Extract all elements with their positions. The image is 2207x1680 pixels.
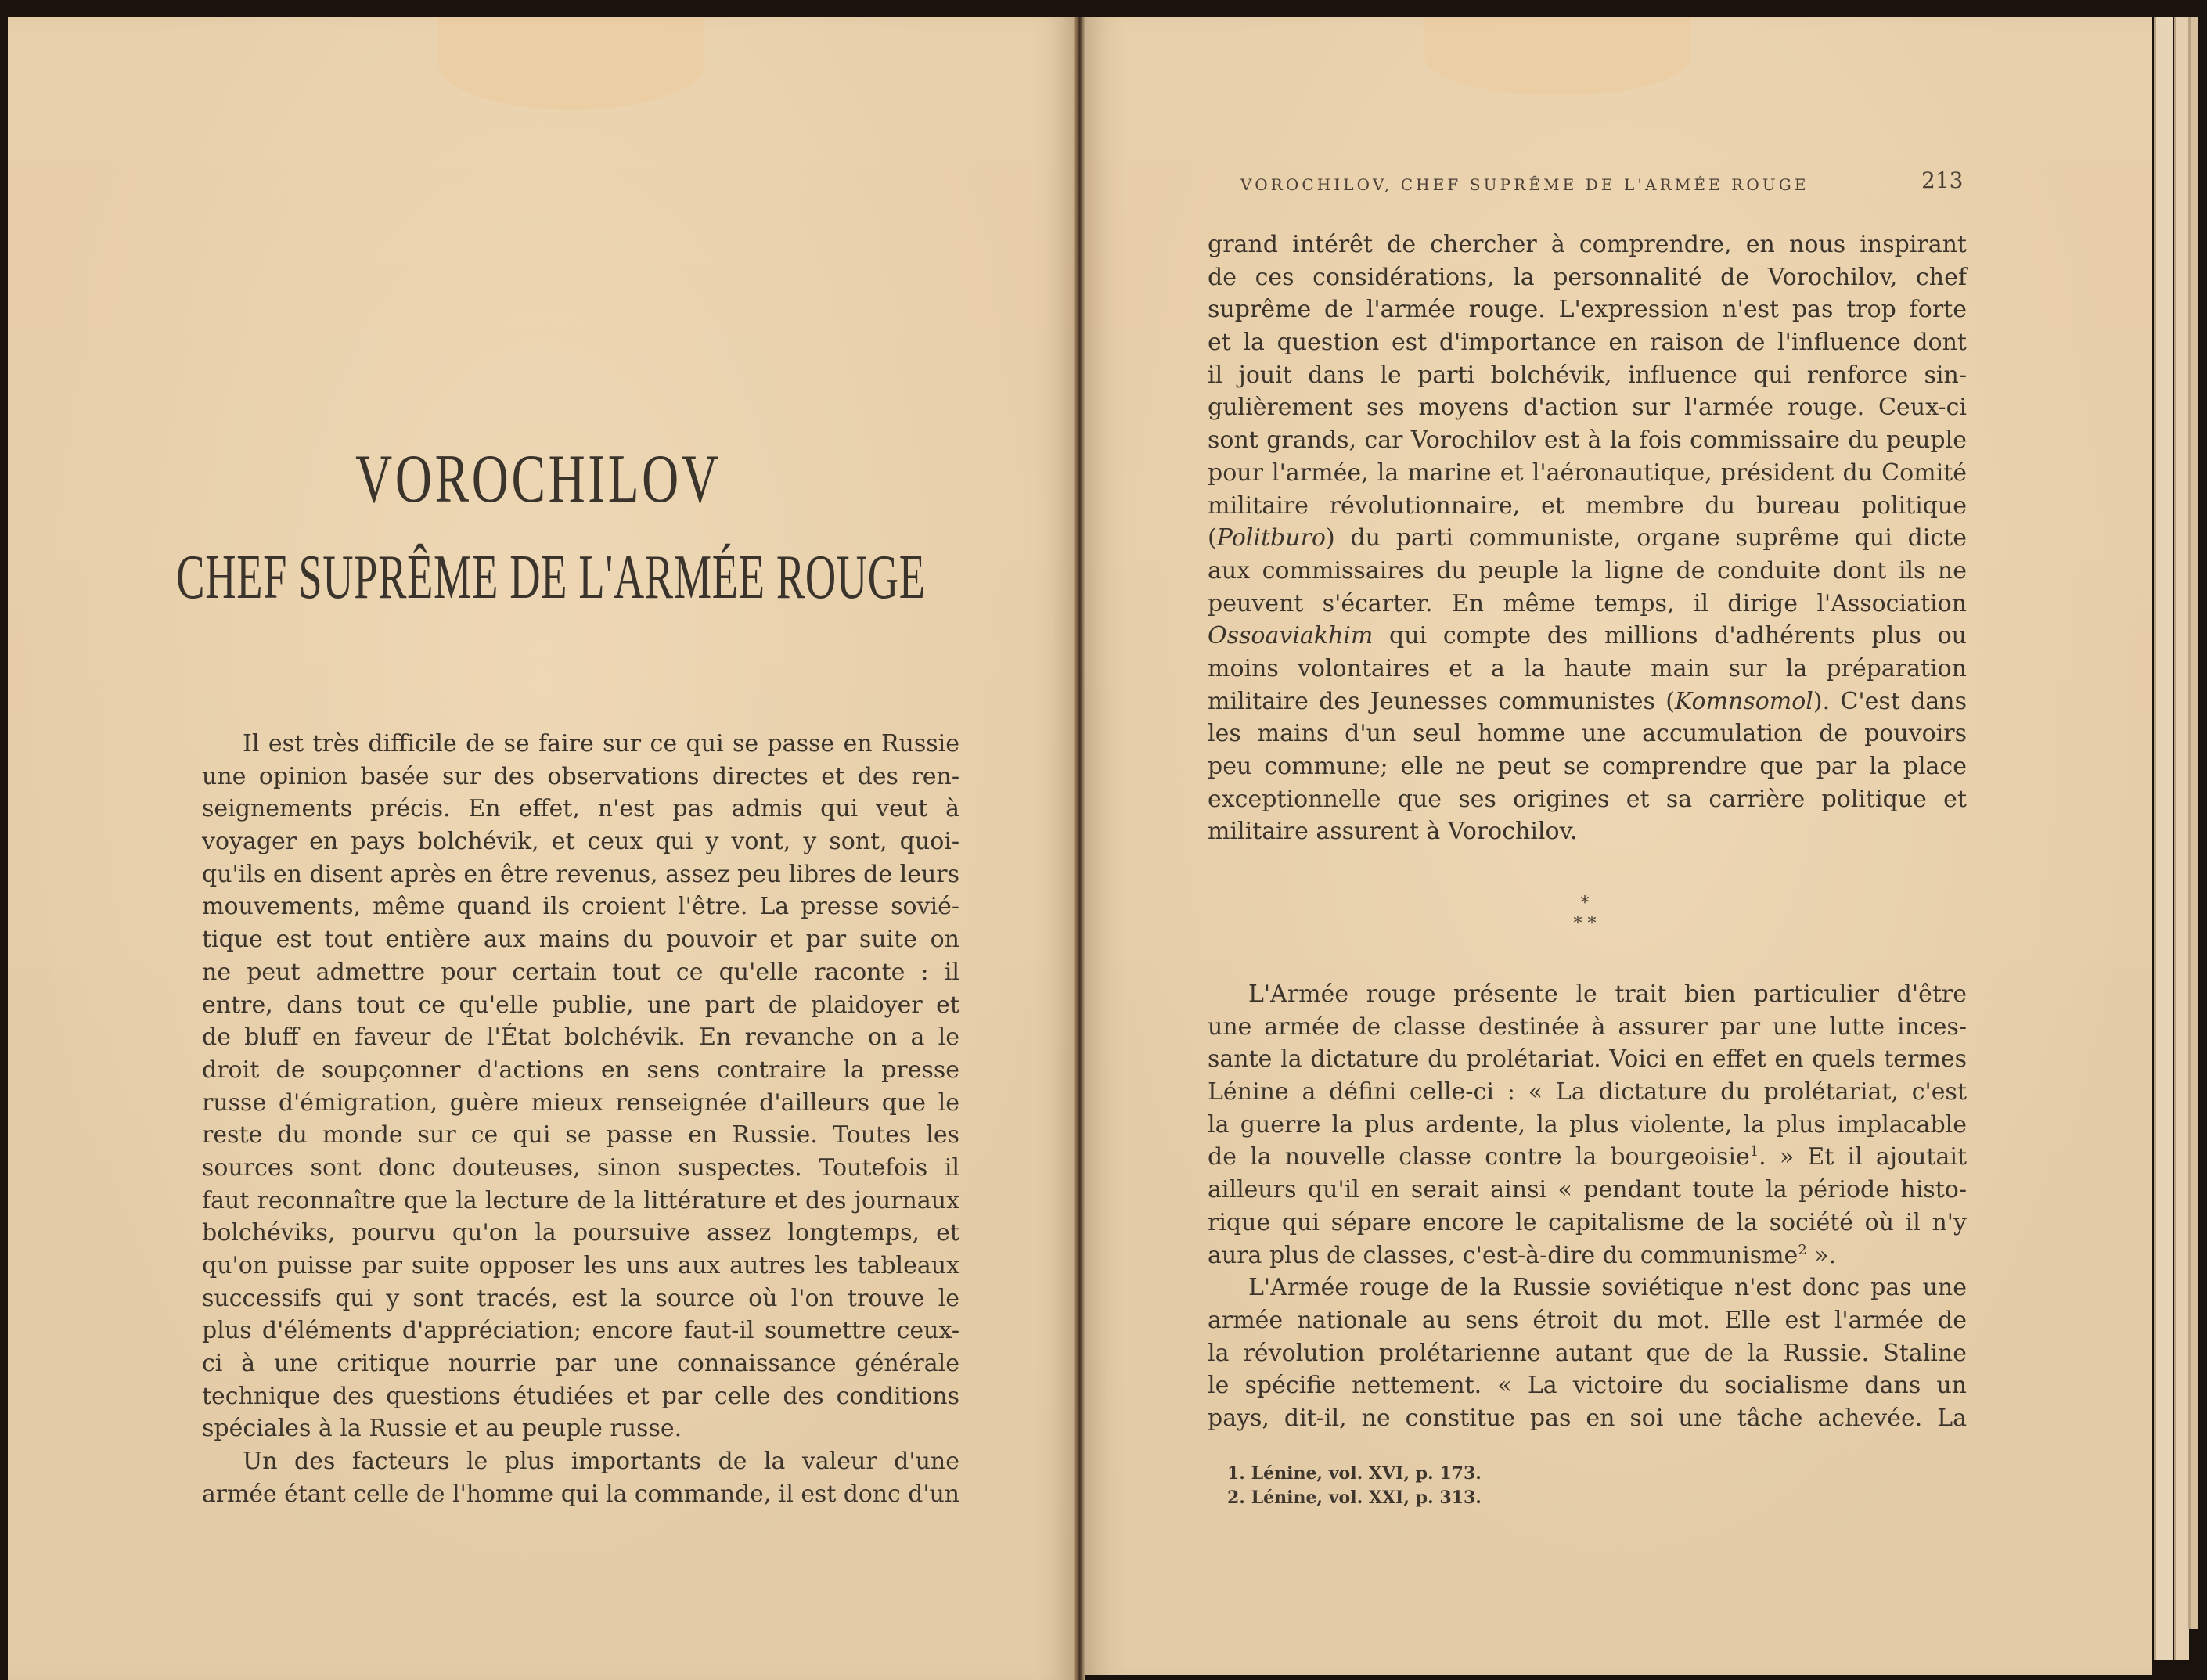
footnote-ref: 2 xyxy=(1798,1241,1807,1258)
text-line-content: la guerre la plus ardente, la plus violente, la plus implacable xyxy=(1208,1110,1967,1139)
text-line-content xyxy=(1208,522,1967,555)
text-line-content: suprême de l'armée rouge. L'expression n'est pas trop forte xyxy=(1208,296,1967,324)
text-line-content: une armée de classe destinée à assurer par une lutte inces- xyxy=(1208,1013,1967,1041)
chapter-title-wrap xyxy=(0,441,1076,519)
text-line-content: reste du monde sur ce qui se passe en Russie. Toutes les xyxy=(202,1121,959,1149)
chapter-title: VOROCHILOV xyxy=(355,441,722,517)
text-line xyxy=(1208,424,1967,457)
text-line xyxy=(1208,1337,1967,1370)
text-line-content: militaire révolutionnaire, et membre du bureau politique xyxy=(1208,491,1967,520)
left-page-body xyxy=(202,728,959,1511)
text-line xyxy=(202,890,959,923)
text-line-content: gulièrement ses moyens d'action sur l'armée rouge. Ceux-ci xyxy=(1208,394,1967,422)
text-line-content: moins volontaires et a la haute main sur la préparation xyxy=(1208,654,1967,682)
running-head: VOROCHILOV, CHEF SUPRÊME DE L'ARMÉE ROUGE xyxy=(1240,175,1809,194)
text-line-content: la révolution prolétarienne autant que de la Russie. Staline xyxy=(1208,1339,1967,1367)
text-run: qui compte des millions d'adhérents plus ou xyxy=(1373,622,1967,650)
text-line-content: spéciales à la Russie et au peuple russe. xyxy=(202,1415,682,1443)
text-line xyxy=(1208,1304,1967,1337)
text-line xyxy=(202,1315,959,1347)
text-line xyxy=(202,793,959,826)
text-line xyxy=(202,761,959,793)
italic-term: Komnsomol xyxy=(1674,687,1813,715)
text-line-content: voyager en pays bolchévik, et ceux qui y vont, y sont, quoi- xyxy=(202,828,959,856)
text-line-content: L'Armée rouge de la Russie soviétique n'est donc pas une xyxy=(1248,1274,1967,1302)
text-line-content: peuvent s'écarter. En même temps, il dirige l'Association xyxy=(1208,589,1967,617)
text-line-content xyxy=(1208,1239,1836,1272)
text-line xyxy=(1208,1109,1967,1142)
text-line-content: armée nationale au sens étroit du mot. Elle est l'armée de xyxy=(1208,1306,1967,1334)
text-line-content: armée étant celle de l'homme qui la commande, il est donc d'un xyxy=(202,1480,959,1508)
text-line-content: et la question est d'importance en raison de l'influence dont xyxy=(1208,329,1967,357)
text-line-content: rique qui sépare encore le capitalisme de la société où il n'y xyxy=(1208,1208,1967,1236)
chapter-subtitle: CHEF SUPRÊME DE L'ARMÉE ROUGE xyxy=(176,543,926,612)
text-line-content: pays, dit-il, ne constitue pas en soi une tâche achevée. La xyxy=(1208,1404,1967,1432)
text-line-content: droit de soupçonner d'actions en sens contraire la presse xyxy=(202,1056,959,1084)
text-run: aura plus de classes, c'est-à-dire du communisme xyxy=(1208,1241,1798,1269)
text-line xyxy=(202,956,959,989)
text-line-content: successifs qui y sont tracés, est la source où l'on trouve le xyxy=(202,1284,959,1312)
text-line xyxy=(1208,978,1967,1011)
text-line xyxy=(202,728,959,761)
text-line-content: tique est tout entière aux mains du pouvoir et par suite on xyxy=(202,926,959,954)
text-line xyxy=(1208,326,1967,359)
right-page-section-1 xyxy=(1208,228,1967,848)
text-line-content: mouvements, même quand ils croient l'être. La presse sovié- xyxy=(202,893,959,921)
text-line xyxy=(1208,457,1967,490)
text-line-content: il jouit dans le parti bolchévik, influence qui renforce sin- xyxy=(1208,361,1967,389)
text-line xyxy=(202,1054,959,1087)
text-line xyxy=(202,826,959,858)
text-line xyxy=(1208,1141,1967,1174)
text-line xyxy=(1208,391,1967,424)
text-line-content: aux commissaires du peuple la ligne de conduite dont ils ne xyxy=(1208,556,1967,585)
text-line xyxy=(202,989,959,1022)
text-line xyxy=(1208,522,1967,555)
italic-term: Ossoaviakhim xyxy=(1208,622,1374,650)
text-line-content xyxy=(1208,1141,1967,1174)
paper-stain xyxy=(438,17,704,110)
chapter-subtitle-wrap xyxy=(0,542,1076,613)
text-line-content: grand intérêt de chercher à comprendre, en nous inspirant xyxy=(1208,231,1967,258)
footnote-2: 2. Lénine, vol. XXI, p. 313. xyxy=(1227,1488,1482,1508)
text-line xyxy=(1208,783,1967,816)
text-line xyxy=(202,1347,959,1380)
text-line-content: sources sont donc douteuses, sinon suspectes. Toutefois il xyxy=(202,1153,959,1182)
text-line-content: militaire assurent à Vorochilov. xyxy=(1208,818,1578,846)
text-line-content: sont grands, car Vorochilov est à la fois commissaire du peuple xyxy=(1208,426,1967,455)
text-line xyxy=(202,1445,959,1478)
text-line xyxy=(1208,490,1967,523)
text-line xyxy=(202,1412,959,1445)
text-line xyxy=(1208,1272,1967,1304)
text-line xyxy=(202,1087,959,1120)
text-line-content: sante la dictature du prolétariat. Voici en effet en quels termes xyxy=(1208,1045,1967,1074)
text-line xyxy=(1208,815,1967,848)
text-line xyxy=(202,1250,959,1282)
text-line xyxy=(1208,228,1967,261)
text-run: ). C'est dans xyxy=(1813,687,1967,715)
book-gutter xyxy=(1074,17,1085,1680)
text-run: militaire des Jeunesses communistes ( xyxy=(1208,687,1675,715)
text-line-content: de ces considérations, la personnalité de Vorochilov, chef xyxy=(1208,263,1967,291)
text-line xyxy=(202,1478,959,1511)
text-line xyxy=(1208,1043,1967,1076)
text-line-content: qu'ils en disent après en être revenus, assez peu libres de leurs xyxy=(202,860,959,888)
text-line-content: Un des facteurs le plus importants de la valeur d'une xyxy=(243,1448,959,1476)
italic-term: Politburo xyxy=(1216,524,1326,552)
text-line xyxy=(1208,685,1967,718)
text-line-content: les mains d'un seul homme une accumulation de pouvoirs xyxy=(1208,720,1967,748)
text-line xyxy=(1208,1239,1967,1272)
text-line xyxy=(1208,1174,1967,1207)
text-run: ( xyxy=(1208,524,1217,552)
paper-stain xyxy=(1424,17,1690,95)
text-line-content: seignements précis. En effet, n'est pas admis qui veut à xyxy=(202,795,959,823)
text-line xyxy=(1208,620,1967,653)
text-line xyxy=(202,1119,959,1152)
text-line-content: peu commune; elle ne peut se comprendre que par la place xyxy=(1208,753,1967,780)
text-line-content: exceptionnelle que ses origines et sa carrière politique et xyxy=(1208,785,1967,813)
text-run: ». xyxy=(1806,1241,1837,1269)
text-line-content: plus d'éléments d'appréciation; encore faut-il soumettre ceux- xyxy=(202,1317,959,1345)
text-line xyxy=(1208,261,1967,294)
text-line xyxy=(202,1021,959,1054)
page-stack-edge xyxy=(2188,17,2198,1629)
text-line xyxy=(1208,1076,1967,1109)
text-line-content: technique des questions étudiées et par celle des conditions xyxy=(202,1382,959,1410)
footnote-1: 1. Lénine, vol. XVI, p. 173. xyxy=(1227,1463,1482,1484)
right-page-section-2 xyxy=(1208,978,1967,1435)
text-line xyxy=(1208,1207,1967,1239)
text-line-content: pour l'armée, la marine et l'aéronautique, président du Comité xyxy=(1208,459,1967,487)
text-line-content: L'Armée rouge présente le trait bien particulier d'être xyxy=(1248,980,1967,1008)
text-line xyxy=(1208,1369,1967,1402)
text-line xyxy=(202,1282,959,1315)
text-line-content: entre, dans tout ce qu'elle publie, une part de plaidoyer et xyxy=(202,991,959,1019)
text-line-content: bolchéviks, pourvu qu'on la poursuive assez longtemps, et xyxy=(202,1219,959,1247)
text-line xyxy=(202,1217,959,1250)
text-line xyxy=(1208,1011,1967,1044)
text-run: ) du parti communiste, organe suprême qui dicte xyxy=(1325,524,1967,552)
text-line xyxy=(202,923,959,956)
text-line-content: qu'on puisse par suite opposer les uns aux autres les tableaux xyxy=(202,1252,959,1279)
text-line-content xyxy=(1208,685,1967,718)
text-line-content: ne peut admettre pour certain tout ce qu'elle raconte : il xyxy=(202,958,959,986)
text-line-content: une opinion basée sur des observations directes et des ren- xyxy=(202,762,959,790)
text-line xyxy=(1208,653,1967,685)
text-line xyxy=(202,1152,959,1185)
text-line xyxy=(1208,359,1967,392)
text-run: . » Et il ajoutait xyxy=(1759,1143,1968,1171)
text-line-content: russe d'émigration, guère mieux renseignée d'ailleurs que le xyxy=(202,1088,959,1117)
text-line xyxy=(202,1185,959,1218)
text-line xyxy=(202,858,959,891)
asterism-top: * xyxy=(1580,894,1590,913)
text-line xyxy=(1208,1402,1967,1435)
text-line-content: ailleurs qu'il en serait ainsi « pendant toute la période histo- xyxy=(1208,1176,1967,1204)
text-line-content: Lénine a défini celle-ci : « La dictature du prolétariat, c'est xyxy=(1208,1078,1967,1106)
footnote-ref: 1 xyxy=(1749,1143,1759,1160)
text-line xyxy=(1208,750,1967,783)
asterism-section-break xyxy=(1557,894,1612,934)
text-line-content: Il est très difficile de se faire sur ce qui se passe en Russie xyxy=(243,730,959,757)
text-line xyxy=(1208,718,1967,750)
text-line-content xyxy=(1208,620,1967,653)
text-line xyxy=(202,1380,959,1413)
asterism-bottom: * * xyxy=(1573,914,1597,934)
page-stack-edge xyxy=(2154,17,2173,1660)
text-line xyxy=(1208,588,1967,621)
text-line-content: ci à une critique nourrie par une connaissance générale xyxy=(202,1350,959,1378)
text-line-content: de bluff en faveur de l'État bolchévik. En revanche on a le xyxy=(202,1023,959,1052)
text-line xyxy=(1208,555,1967,588)
text-line xyxy=(1208,293,1967,326)
text-line-content: le spécifie nettement. « La victoire du socialisme dans un xyxy=(1208,1372,1967,1400)
text-run: de la nouvelle classe contre la bourgeoisie xyxy=(1208,1143,1750,1171)
text-line-content: faut reconnaître que la lecture de la littérature et des journaux xyxy=(202,1186,959,1214)
page-number: 213 xyxy=(1921,167,1964,193)
page-stack-edge xyxy=(2174,17,2189,1660)
footnotes xyxy=(1227,1462,1697,1510)
